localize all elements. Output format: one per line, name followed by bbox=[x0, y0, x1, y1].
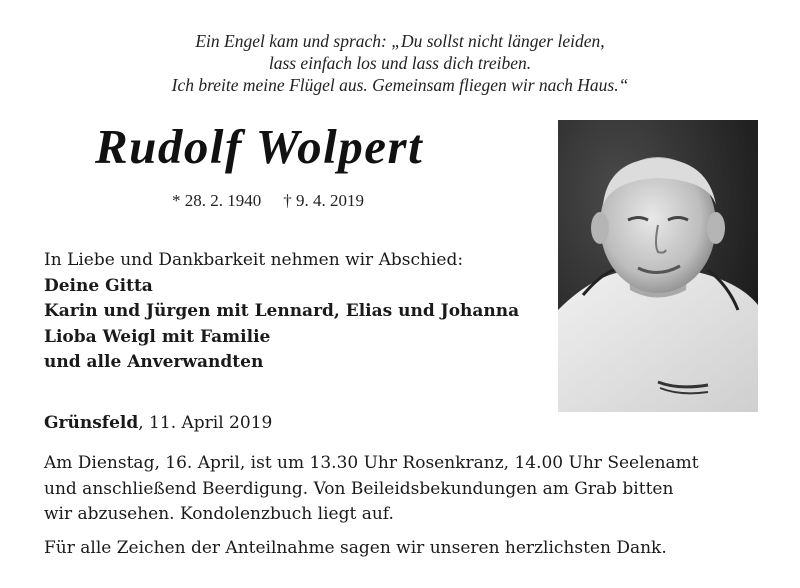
place-and-date bbox=[44, 413, 272, 433]
mourners-block bbox=[44, 248, 544, 376]
thanks-line: Für alle Zeichen der Anteilnahme sagen wir unseren herzlichsten Dank. bbox=[44, 538, 667, 558]
death-date: † 9. 4. 2019 bbox=[283, 191, 364, 210]
poem bbox=[130, 30, 670, 96]
notice-date: , 11. April 2019 bbox=[138, 413, 273, 433]
mourner-name: Deine Gitta bbox=[44, 275, 153, 296]
poem-line: Ein Engel kam und sprach: „Du sollst nicht länger leiden, bbox=[195, 31, 605, 51]
info-line: und anschließend Beerdigung. Von Beileidsbekundungen am Grab bitten bbox=[44, 478, 674, 499]
info-line: Am Dienstag, 16. April, ist um 13.30 Uhr Rosenkranz, 14.00 Uhr Seelenamt bbox=[44, 453, 699, 473]
info-line: wir abzusehen. Kondolenzbuch liegt auf. bbox=[44, 504, 394, 524]
poem-line: lass einfach los und lass dich treiben. bbox=[268, 53, 532, 73]
birth-date: * 28. 2. 1940 bbox=[172, 191, 262, 210]
poem-line: Ich breite meine Flügel aus. Gemeinsam fliegen wir nach Haus.“ bbox=[171, 75, 629, 95]
funeral-info bbox=[44, 451, 784, 528]
deceased-name: Rudolf Wolpert bbox=[95, 119, 424, 174]
place-city: Grünsfeld bbox=[44, 413, 139, 433]
life-dates bbox=[172, 191, 364, 211]
portrait-photo bbox=[558, 120, 758, 412]
mourner-name: Karin und Jürgen mit Lennard, Elias und Johanna bbox=[44, 301, 520, 321]
mourner-name: Lioba Weigl mit Familie bbox=[44, 326, 271, 347]
farewell-intro: In Liebe und Dankbarkeit nehmen wir Abschied: bbox=[44, 250, 464, 270]
mourner-name: und alle Anverwandten bbox=[44, 352, 264, 372]
